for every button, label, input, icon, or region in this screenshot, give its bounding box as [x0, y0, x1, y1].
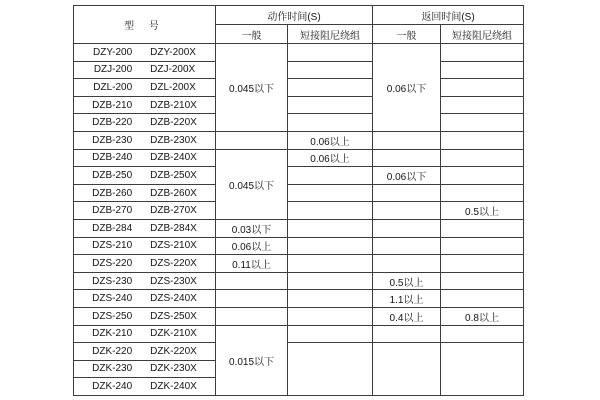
return-general-cell: [373, 343, 441, 396]
return-damped-cell: [441, 255, 524, 273]
model-code-x: DZS-230X: [150, 275, 197, 287]
return-damped-cell: 0.5以上: [441, 202, 524, 220]
action-general-cell: [216, 307, 288, 325]
model-code: DZL-200: [93, 81, 133, 93]
action-damped-cell: [288, 272, 373, 290]
table-row: [74, 61, 524, 79]
model-cell: [74, 360, 216, 378]
model-code: DZY-200: [93, 46, 133, 58]
action-damped-cell: [288, 79, 373, 97]
model-cell: [74, 219, 216, 237]
return-damped-cell: [441, 79, 524, 97]
model-cell: [74, 167, 216, 185]
model-code-x: DZK-230X: [150, 363, 197, 375]
model-code-x: DZB-260X: [150, 187, 197, 199]
model-cell: [74, 114, 216, 132]
model-code: DZS-240: [92, 293, 133, 305]
model-code: DZB-250: [92, 169, 133, 181]
return-general-cell: [373, 131, 441, 149]
table-row: [74, 219, 524, 237]
model-cell: [74, 44, 216, 62]
action-damped-cell: [288, 202, 373, 220]
action-damped-cell: [288, 184, 373, 202]
action-general-cell: 0.06以上: [216, 237, 288, 255]
model-code: DZB-270: [92, 205, 133, 217]
action-damped-cell: [288, 307, 373, 325]
model-code: DZB-260: [92, 187, 133, 199]
table-row: [74, 325, 524, 343]
return-damped-cell: [441, 149, 524, 167]
action-general-cell: 0.045以下: [216, 44, 288, 132]
return-damped-cell: [441, 131, 524, 149]
return-damped-cell: 0.8以上: [441, 307, 524, 325]
model-cell: [74, 325, 216, 343]
table-row: [74, 237, 524, 255]
action-damped-cell: [288, 167, 373, 185]
return-damped-cell: [441, 44, 524, 62]
model-code-x: DZB-210X: [150, 99, 197, 111]
return-damped-cell: [441, 343, 524, 396]
model-cell: [74, 79, 216, 97]
model-code: DZK-220: [92, 345, 133, 357]
return-general-cell: [373, 219, 441, 237]
action-damped-cell: [288, 237, 373, 255]
model-code-x: DZY-200X: [150, 46, 196, 58]
action-general-cell: [216, 272, 288, 290]
action-damped-cell: [288, 290, 373, 308]
model-code: DZS-220: [92, 257, 133, 269]
model-cell: [74, 237, 216, 255]
model-cell: [74, 184, 216, 202]
model-cell: [74, 96, 216, 114]
action-damped-cell: [288, 96, 373, 114]
return-general-cell: 0.06以下: [373, 167, 441, 185]
table-row: [74, 202, 524, 220]
model-code: DZK-240: [92, 381, 133, 393]
header-action-time: 动作时间(S): [216, 6, 373, 25]
table-row: [74, 167, 524, 185]
model-cell: [74, 61, 216, 79]
table-row: [74, 343, 524, 361]
model-cell: [74, 307, 216, 325]
model-code-x: DZB-270X: [150, 205, 197, 217]
relay-time-spec-table: [73, 5, 524, 396]
model-code: DZK-210: [92, 328, 133, 340]
model-cell: [74, 202, 216, 220]
return-damped-cell: [441, 325, 524, 343]
model-code: DZB-210: [92, 99, 133, 111]
return-damped-cell: [441, 114, 524, 132]
action-general-cell: 0.03以下: [216, 219, 288, 237]
model-code: DZS-250: [92, 310, 133, 322]
return-damped-cell: [441, 237, 524, 255]
return-damped-cell: [441, 290, 524, 308]
model-code-x: DZB-250X: [150, 169, 197, 181]
return-damped-cell: [441, 272, 524, 290]
header-return-general: 一般: [373, 25, 441, 44]
model-code: DZB-230: [92, 134, 133, 146]
return-damped-cell: [441, 167, 524, 185]
table-row: [74, 184, 524, 202]
model-code-x: DZL-200X: [150, 81, 196, 93]
action-damped-cell: [288, 219, 373, 237]
model-code: DZB-240: [92, 152, 133, 164]
return-general-cell: [373, 184, 441, 202]
return-general-cell: [373, 325, 441, 343]
table-row: [74, 114, 524, 132]
return-damped-cell: [441, 61, 524, 79]
model-code-x: DZB-284X: [150, 222, 197, 234]
action-damped-cell: [288, 44, 373, 62]
model-code-x: DZJ-200X: [150, 64, 196, 76]
header-action-general: 一般: [216, 25, 288, 44]
model-cell: [74, 378, 216, 396]
header-action-damped: 短接阻尼绕组: [288, 25, 373, 44]
return-general-cell: 0.06以下: [373, 44, 441, 132]
model-code-x: DZB-240X: [150, 152, 197, 164]
model-cell: [74, 131, 216, 149]
return-general-cell: 0.5以上: [373, 272, 441, 290]
return-general-cell: [373, 202, 441, 220]
action-damped-cell: [288, 343, 373, 396]
model-code: DZJ-200: [93, 64, 133, 76]
action-damped-cell: [288, 114, 373, 132]
model-cell: [74, 272, 216, 290]
return-general-cell: [373, 255, 441, 273]
model-code-x: DZK-240X: [150, 381, 197, 393]
action-damped-cell: 0.06以上: [288, 131, 373, 149]
model-code-x: DZS-240X: [150, 293, 197, 305]
model-code: DZS-210: [92, 240, 133, 252]
model-code-x: DZB-230X: [150, 134, 197, 146]
action-general-cell: 0.045以下: [216, 149, 288, 219]
return-general-cell: [373, 149, 441, 167]
table-row: [74, 96, 524, 114]
action-damped-cell: [288, 255, 373, 273]
return-general-cell: [373, 237, 441, 255]
model-code-x: DZS-220X: [150, 257, 197, 269]
action-damped-cell: [288, 325, 373, 343]
model-code-x: DZS-210X: [150, 240, 197, 252]
model-code: DZB-220: [92, 117, 133, 129]
table-row: [74, 79, 524, 97]
model-code-x: DZB-220X: [150, 117, 197, 129]
action-damped-cell: 0.06以上: [288, 149, 373, 167]
model-cell: [74, 255, 216, 273]
table-row: [74, 272, 524, 290]
model-cell: [74, 149, 216, 167]
action-general-cell: 0.11以上: [216, 255, 288, 273]
model-code: DZS-230: [92, 275, 133, 287]
action-general-cell: 0.015以下: [216, 325, 288, 396]
header-row-1: [74, 6, 524, 25]
table-row: [74, 149, 524, 167]
table-row: [74, 307, 524, 325]
header-return-damped: 短接阻尼绕组: [441, 25, 524, 44]
model-code-x: DZK-220X: [150, 345, 197, 357]
return-damped-cell: [441, 184, 524, 202]
return-damped-cell: [441, 96, 524, 114]
return-damped-cell: [441, 219, 524, 237]
header-model: 型 号: [74, 6, 216, 44]
model-code-x: DZK-210X: [150, 328, 197, 340]
model-code: DZB-284: [92, 222, 133, 234]
action-damped-cell: [288, 61, 373, 79]
model-cell: [74, 290, 216, 308]
table-row: [74, 131, 524, 149]
return-general-cell: 1.1以上: [373, 290, 441, 308]
table-row: [74, 290, 524, 308]
header-return-time: 返回时间(S): [373, 6, 524, 25]
model-cell: [74, 343, 216, 361]
table-row: [74, 44, 524, 62]
return-general-cell: 0.4以上: [373, 307, 441, 325]
action-general-cell: [216, 131, 288, 149]
model-code: DZK-230: [92, 363, 133, 375]
model-code-x: DZS-250X: [150, 310, 197, 322]
table-row: [74, 255, 524, 273]
action-general-cell: [216, 290, 288, 308]
